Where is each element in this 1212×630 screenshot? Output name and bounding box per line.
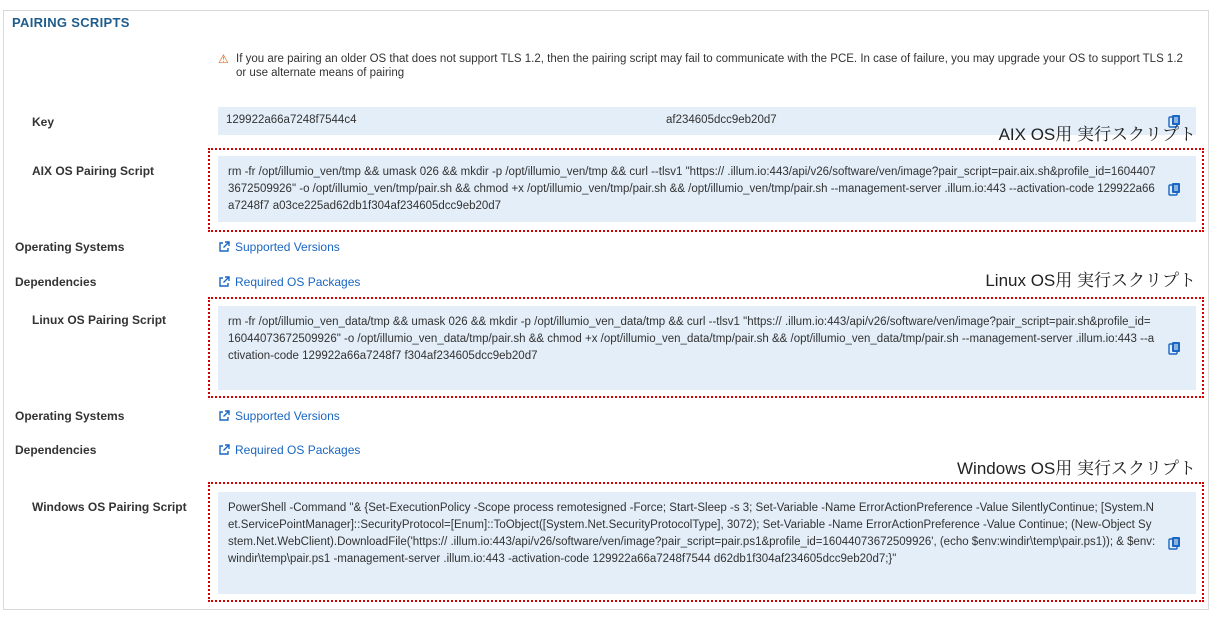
supported-versions-text-1: Supported Versions (235, 240, 340, 254)
key-value-end: af234605dcc9eb20d7 (666, 114, 777, 126)
os-label-2: Operating Systems (15, 409, 125, 423)
required-packages-link-1[interactable] (218, 275, 360, 289)
external-link-icon (218, 241, 230, 253)
required-packages-text-1: Required OS Packages (235, 275, 361, 289)
aix-highlight-box (208, 148, 1204, 232)
key-value-start: 129922a66a7248f7544c4 (226, 114, 357, 126)
annotation-aix: AIX OS用 実行スクリプト (998, 125, 1196, 144)
deps-label-1: Dependencies (15, 275, 97, 289)
windows-highlight-box (208, 482, 1204, 602)
supported-versions-text-2: Supported Versions (235, 409, 340, 423)
windows-script-label: Windows OS Pairing Script (32, 500, 187, 514)
warning-icon: ⚠ (218, 52, 229, 66)
annotation-windows: Windows OS用 実行スクリプト (957, 459, 1196, 478)
external-link-icon (218, 444, 230, 456)
section-title: PAIRING SCRIPTS (12, 15, 130, 30)
linux-highlight-box (208, 297, 1204, 398)
annotation-linux: Linux OS用 実行スクリプト (985, 271, 1196, 290)
deps-label-2: Dependencies (15, 443, 97, 457)
linux-script-text: rm -fr /opt/illumio_ven_data/tmp && umask 026 && mkdir -p /opt/illumio_ven_data/tmp && curl --tlsv1 "https:// .illum.io:443/api/v26/software/ven/image?pair_script=pair.sh&profile_id=16044073672509926" -o /opt/illumio_ven_data/tmp/pair.sh && chmod +x /opt/illumio_ven_data/tmp/pair.sh && /opt/illumio_ven_data/tmp/pair.sh --management-server .illum.io:443 --activation-code 129922a66a7248f7 f304af234605dcc9eb20d7 (228, 316, 1155, 362)
windows-script-text: PowerShell -Command "& {Set-ExecutionPolicy -Scope process remotesigned -Force; Start-Sleep -s 3; Set-Variable -Name ErrorActionPreference -Value SilentlyContinue; [System.Net.ServicePointManager]::SecurityProtocol=[Enum]::ToObject([System.Net.SecurityProtocolType], 3072); Set-Variable -Name ErrorActionPreference -Value Continue; (New-Object System.Net.WebClient).DownloadFile('https:// .illum.io:443/api/v26/software/ven/image?pair_script=pair.ps1&profile_id=16044073672509926', (echo $env:windir\temp\pair.ps1)); & $env:windir\temp\pair.ps1 -management-server .illum.io:443 -activation-code 129922a66a7248f7544 d62db1f304af234605dcc9eb20d7;}" (228, 502, 1156, 565)
aix-script-text: rm -fr /opt/illumio_ven/tmp && umask 026 && mkdir -p /opt/illumio_ven/tmp && curl --tlsv1 "https:// .illum.io:443/api/v26/software/ven/image?pair_script=pair.aix.sh&profile_id=16044073672509926" -o /opt/illumio_ven/tmp/pair.sh && chmod +x /opt/illumio_ven/tmp/pair.sh && /opt/illumio_ven/tmp/pair.sh --management-server .illum.io:443 --activation-code 129922a66a7248f7 a03ce225ad62db1f304af234605dcc9eb20d7 (228, 166, 1156, 212)
linux-script-label: Linux OS Pairing Script (32, 313, 167, 327)
supported-versions-link-2[interactable] (218, 409, 340, 423)
supported-versions-link-1[interactable] (218, 240, 340, 254)
warning-text: If you are pairing an older OS that does not support TLS 1.2, then the pairing script may fail to communicate with the PCE. In case of failure, you may upgrade your OS to support TLS 1.2 or use alternate means of pairing (236, 53, 1183, 79)
aix-script-label: AIX OS Pairing Script (32, 164, 155, 178)
external-link-icon (218, 276, 230, 288)
os-label-1: Operating Systems (15, 240, 125, 254)
tls-warning (218, 52, 1186, 80)
required-packages-link-2[interactable] (218, 443, 360, 457)
key-label: Key (32, 115, 55, 129)
required-packages-text-2: Required OS Packages (235, 443, 361, 457)
external-link-icon (218, 410, 230, 422)
